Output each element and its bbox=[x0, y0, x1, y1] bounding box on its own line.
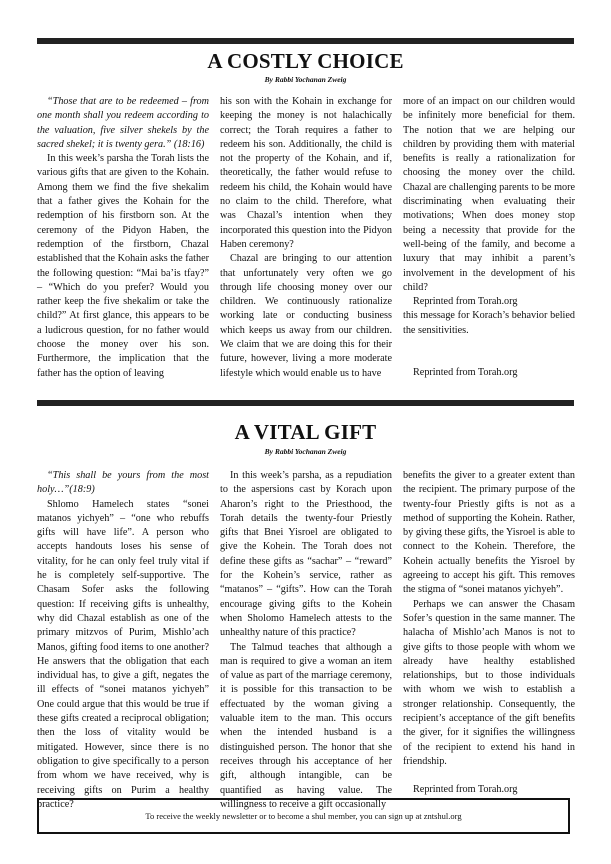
article1-paragraph: Chazal are bringing to our attention that unfortunately very often we go through life choosing money over our children. We continuously rationalize working late or conducting business which keeps us away from our children. We claim that we are doing this for their future, however, living a more moderate lifestyle which would enable us to have bbox=[220, 253, 392, 379]
article1-credit: Reprinted from Torah.org bbox=[413, 367, 518, 379]
article2-credit: Reprinted from Torah.org bbox=[413, 784, 518, 796]
article1-column-1 bbox=[37, 95, 209, 381]
article1-paragraph: his son with the Kohain in exchange for keeping the money is not halachically correct; the Torah requires a father to redeem his son. Additionally, the child is not the property of the Kohain, and if, theoretically, the father would refuse to redeem his child, the Kohain would have no claim to the child. Therefore, what was Chazal’s intention when they incorporated this question into the Pidyon Haben ceremony? bbox=[220, 96, 392, 250]
article1-quote: “Those that are to be redeemed – from one month shall you redeem according to the valuation, five silver shekels by the sacred shekel; it is twenty gera.” (18:16) bbox=[37, 96, 209, 150]
article1-paragraph: In this week’s parsha the Torah lists the various gifts that are given to the Kohain. Among them we find the five shekalim that a father gives the Kohain for the redemption of his firstborn son. At the ceremony of the Pidyon Haben, the redemption of the firstborn, Chazal established that the Kohain asks the father the following question: “Mai ba’is tfay?” – “Which do you prefer? Would you rather keep the five shekalim or take the child?” At first glance, this appears to be a ludicrous question, for no father would choose the money over his son. Furthermore, the implication that the father has the option of leaving bbox=[37, 153, 210, 379]
article2-paragraph: Perhaps we can answer the Chasam Sofer’s question in the same manner. The halacha of Mishlo’ach Manos is not to give gifts to those people with whom we already have healthy established relationships, but to those individuals with whom we wish to establish a stronger relationship. Consequently, the recipient’s acceptance of the gift benefits the giver, for it signifies the willingness of the recipient to extend his hand in friendship. bbox=[403, 598, 575, 767]
article2-paragraph: In this week’s parsha, as a repudiation to the aspersions cast by Korach upon Aharon’s right to the Priesthood, the Torah details the twenty-four Priestly gifts that Bnei Yisroel are obligated to give the Kohein. The Torah does not define these gifts as “sachar” – “reward” for the Kohein’s service, rather as “matanos” – “gifts”. How can the Torah encourage giving gifts to the Kohein when Sholomo Hamelech attests to the unhealthy nature of this practice? bbox=[220, 470, 392, 639]
article2-quote: “This shall be yours from the most holy…”(18:9) bbox=[37, 470, 209, 496]
middle-divider-bar bbox=[37, 400, 574, 406]
article1-column-2 bbox=[220, 95, 392, 381]
article1-byline: By Rabbi Yochanan Zweig bbox=[264, 75, 347, 84]
article1-reprint-note: Reprinted from Torah.org bbox=[413, 296, 518, 308]
article2-paragraph: The Talmud teaches that although a man is required to give a woman an item of value as part of the marriage ceremony, it is possible for this transaction to be effectuated by the woman giving a valuable item to the man. This occurs when the intended husband is a distinguished person. The honor that she receives through his acceptance of her gift, although intangible, can be quantified as having value. The willingness to receive a gift occasionally bbox=[220, 641, 392, 810]
signup-footer-box bbox=[37, 798, 570, 834]
article2-column-3 bbox=[403, 469, 575, 798]
signup-footer-text: To receive the weekly newsletter or to become a shul member, you can sign up at zntshul.org bbox=[145, 811, 462, 821]
article1-paragraph: more of an impact on our children would be infinitely more beneficial for them. The notion that we are helping our children by providing them with material benefits is really a rationalization for choosing the money over the child. Chazal are challenging parents to be more discriminating when evaluating their motivations; When does money stop being a necessity that provide for the well-being of the family, and become a luxury that may inhibit a parent’s involvement in the development of his child? bbox=[403, 96, 575, 293]
article2-byline: By Rabbi Yochanan Zweig bbox=[264, 447, 347, 456]
article1-column-3 bbox=[403, 95, 575, 380]
article1-title: A COSTLY CHOICE bbox=[207, 49, 404, 73]
article2-paragraph: benefits the giver to a greater extent than the recipient. The primary purpose of the twenty-four Priestly gifts is not as a method of supporting the Kohein. Rather, by giving these gifts, the Yisroel is able to connect to the Kohein. Therefore, the Kohein actually benefits the Yisroel by agreeing to accept his gift. This removes the stigma of “sonei matanos yichyeh”. bbox=[403, 470, 575, 596]
article1-paragraph: this message for Korach’s behavior belied the sensitivities. bbox=[403, 310, 575, 336]
article2-paragraph: Shlomo Hamelech states “sonei matanos yichyeh” – “one who rebuffs gifts will have life”. A person who accepts handouts loses his sense of vitality, for he can only feel truly vital if he is completely self-supportive. The Chasam Sofer asks the following question: If receiving gifts is unhealthy, why did Chazal establish as one of the primary mitzvos of Purim, Mishlo’ach Manos, gifting food items to one another? He answers that the obligation that each individual has, to give a gift, negates the ill effects of “sonei matanos yichyeh” One could argue that this would be true if these gifts created a reciprocal obligation; then the loss of vitality would be mitigated. However, since there is no obligation to give specifically to a person from whom we have received, why is receiving gifts on Purim a healthy practice? bbox=[37, 498, 209, 810]
article2-column-2 bbox=[220, 469, 392, 812]
article2-column-1 bbox=[37, 469, 209, 812]
top-divider-bar bbox=[37, 38, 574, 44]
article2-title: A VITAL GIFT bbox=[234, 420, 377, 444]
